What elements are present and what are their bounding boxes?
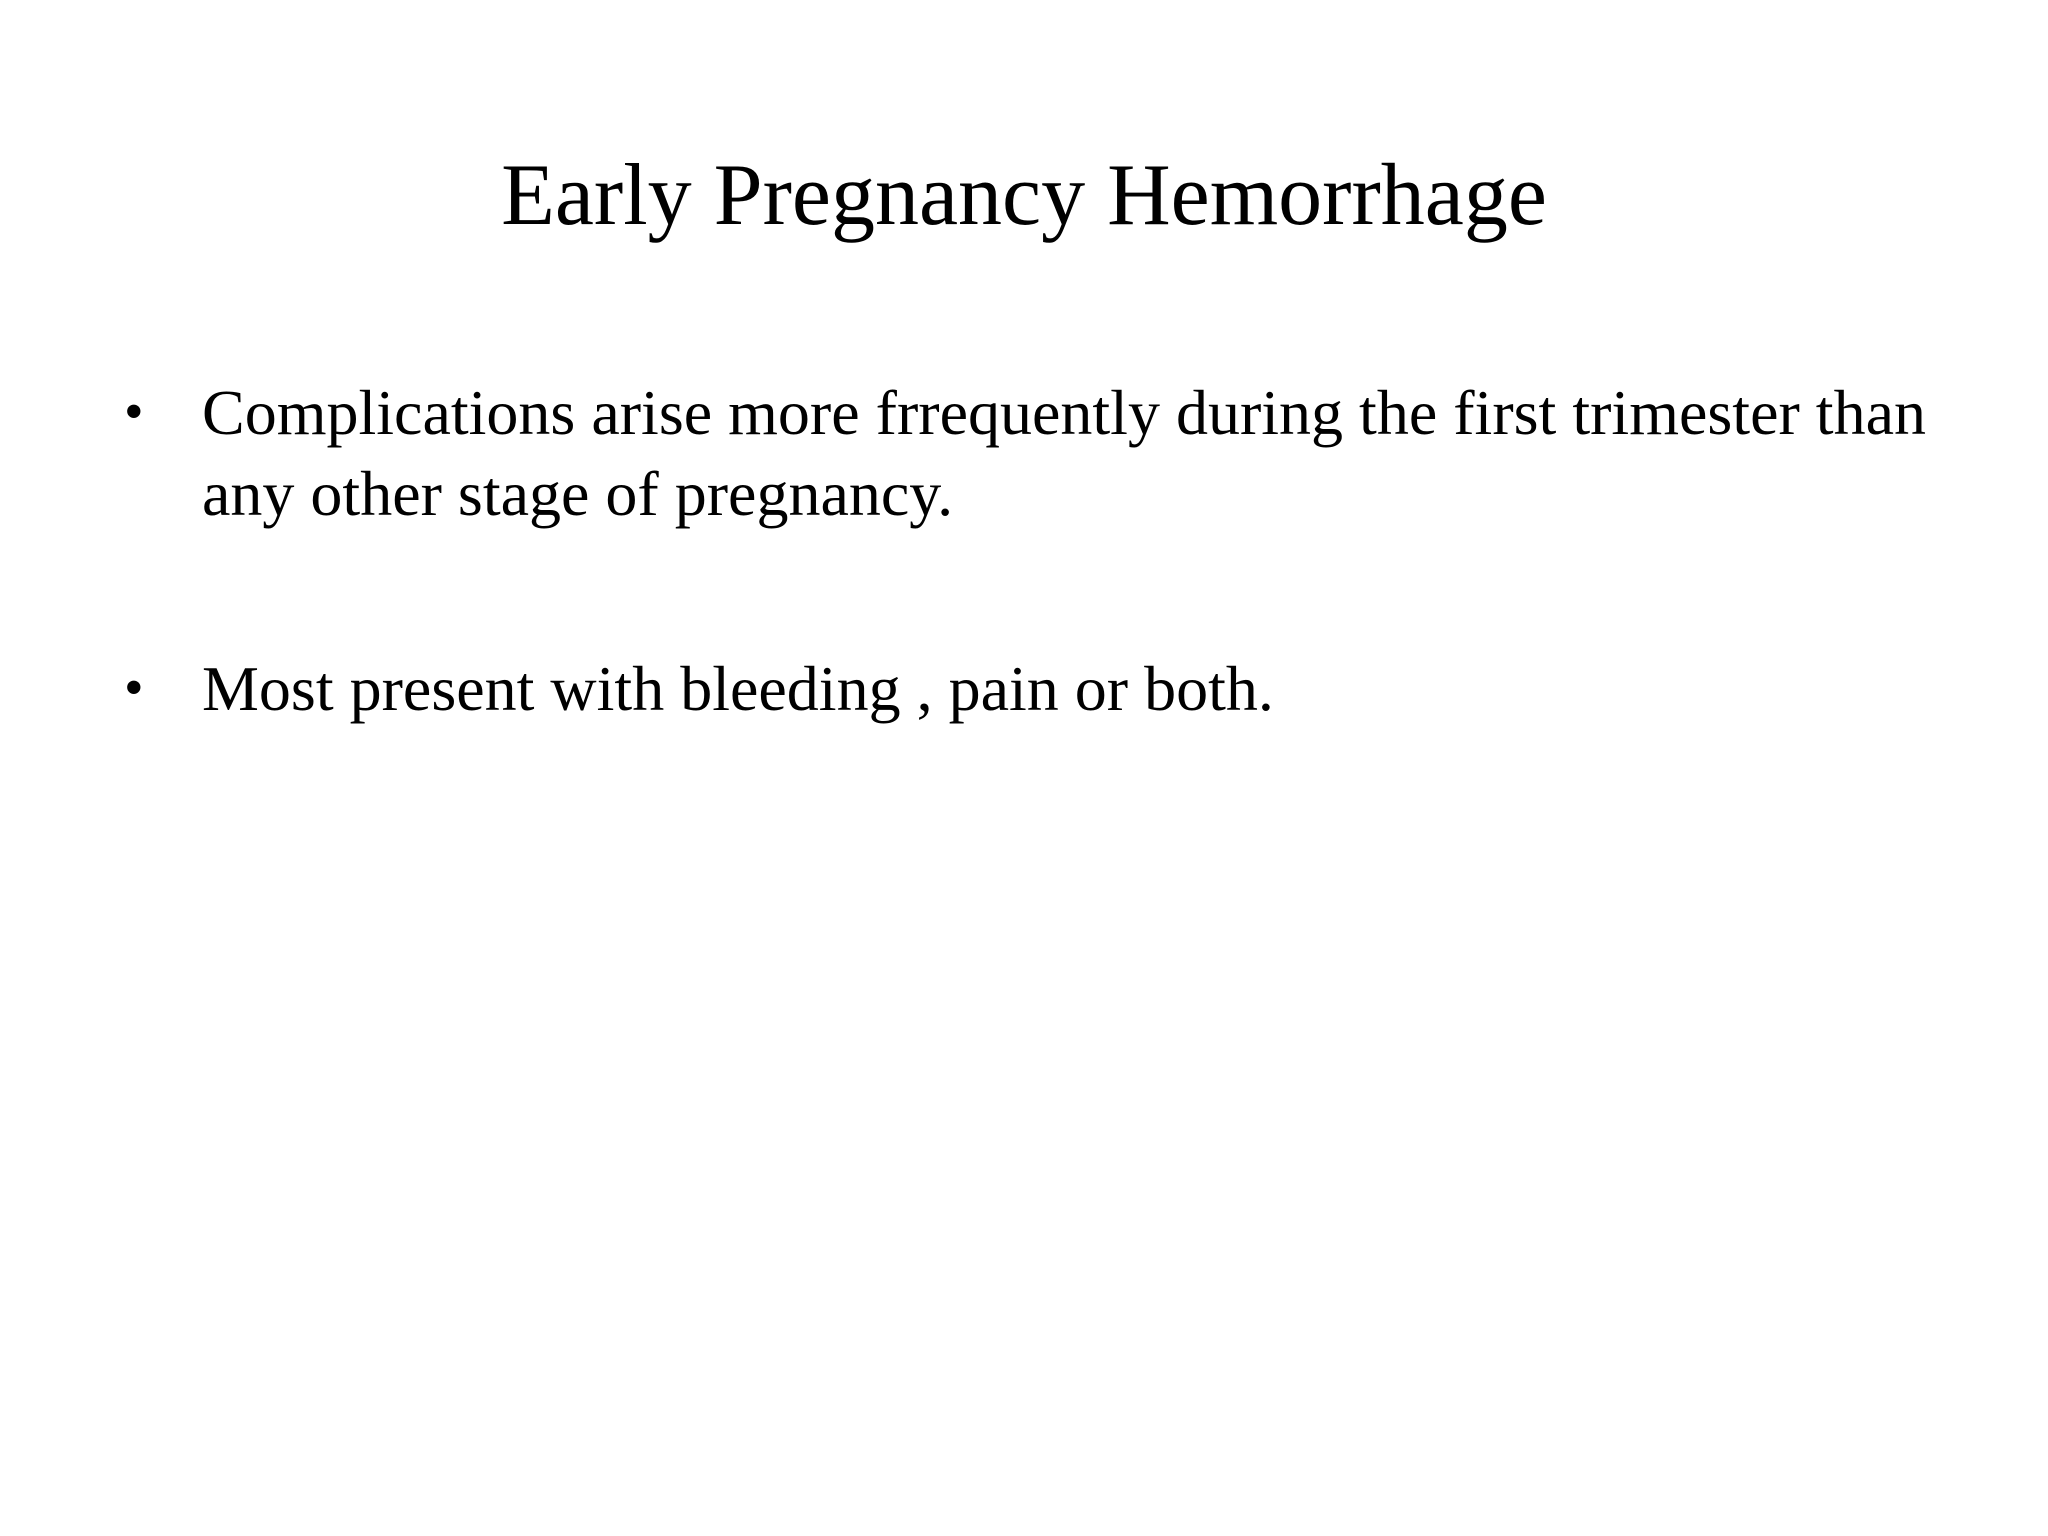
bullet-item-complications [120,372,1960,534]
bullet-text: Complications arise more frrequently during the first trimester than any other stage of pregnancy. [202,377,1926,529]
bullet-dot-icon: • [124,657,144,719]
bullet-item-presentation [120,648,1960,729]
slide-title: Early Pregnancy Hemorrhage [501,147,1547,244]
bullet-list [120,372,1960,843]
bullet-text: Most present with bleeding , pain or both. [202,653,1274,724]
bullet-dot-icon: • [124,381,144,443]
